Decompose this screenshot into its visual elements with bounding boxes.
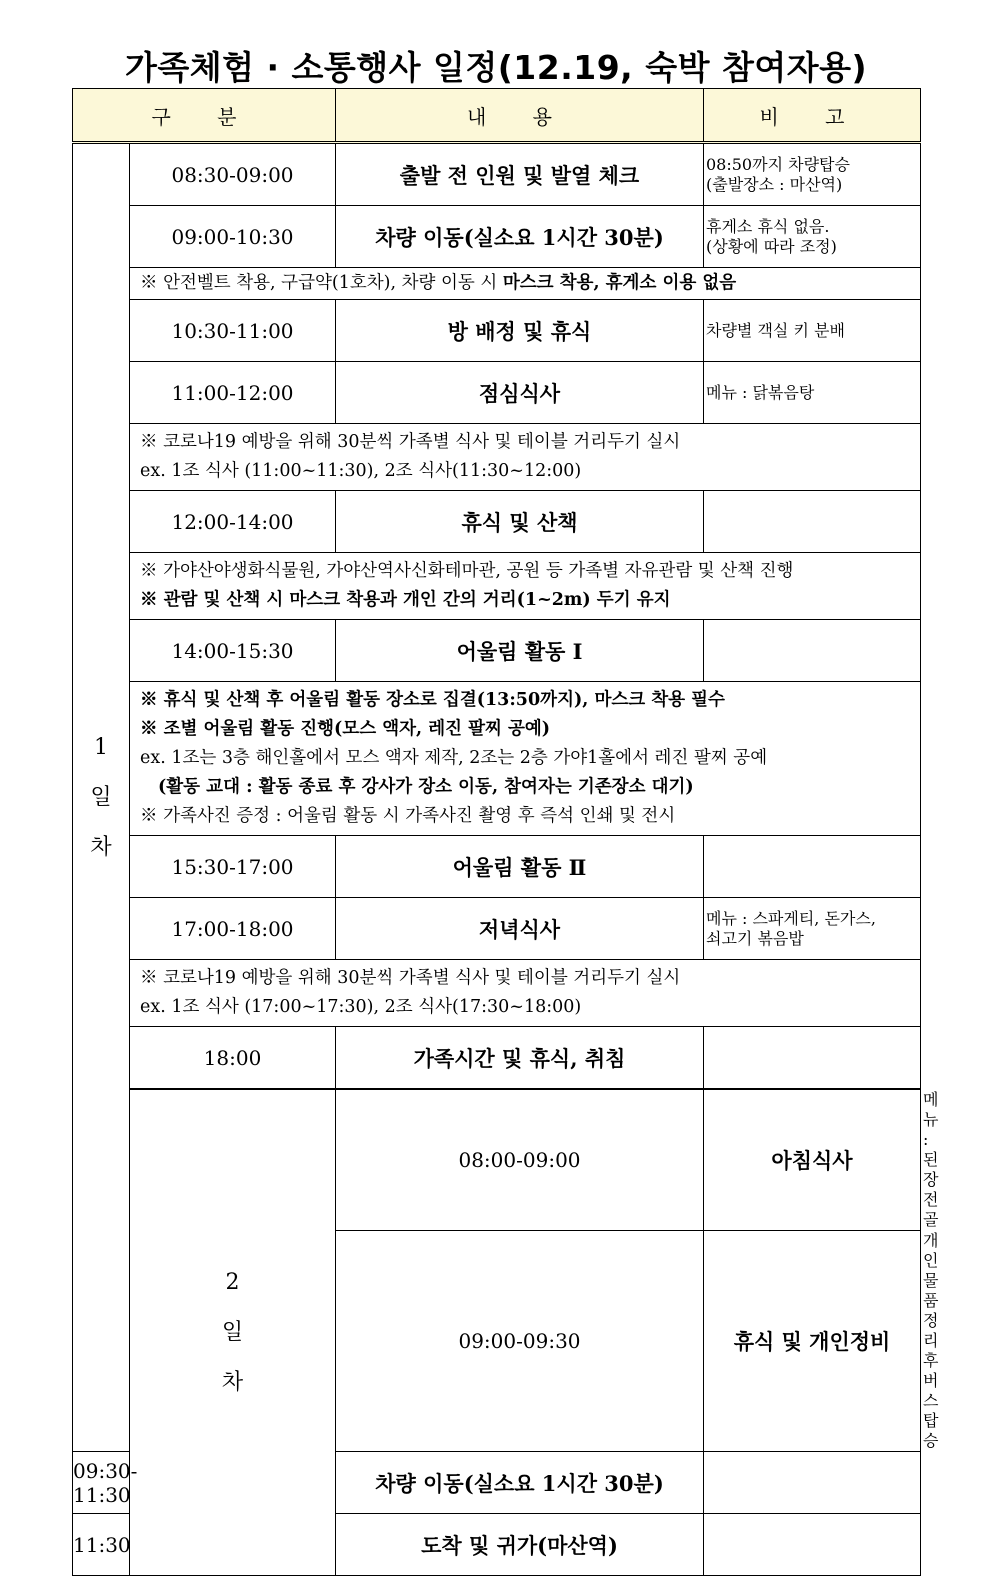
time-cell: 14:00-15:30 [130,620,336,682]
remark-cell: 메뉴 : 닭볶음탕 [704,362,921,424]
remark-cell [704,1452,921,1514]
activity-cell: 가족시간 및 휴식, 취침 [336,1027,704,1090]
schedule-table [72,88,939,1576]
memo-cell: ※ 휴식 및 산책 후 어울림 활동 장소로 집결(13:50까지), 마스크 착용 필수 ※ 조별 어울림 활동 진행(모스 액자, 레진 팔찌 공예) ex. 1조는 3층 해인홀에서 모스 액자 제작, 2조는 2층 가야1홀에서 레진 팔찌 공예 (활동 교대 : 활동 종료 후 강사가 장소 이동, 참여자는 기존장소 대기) ※ 가족사진 증정 : 어울림 활동 시 가족사진 촬영 후 즉석 인쇄 및 전시 [130,682,921,836]
memo-row [73,960,921,1027]
activity-cell: 차량 이동(실소요 1시간 30분) [336,1452,704,1514]
time-cell: 11:00-12:00 [130,362,336,424]
time-cell: 11:30 [73,1514,130,1576]
time-cell: 09:00-09:30 [336,1231,704,1452]
memo-cell: ※ 코로나19 예방을 위해 30분씩 가족별 식사 및 테이블 거리두기 실시 ex. 1조 식사 (17:00~17:30), 2조 식사(17:30~18:00) [130,960,921,1027]
activity-cell: 도착 및 귀가(마산역) [336,1514,704,1576]
activity-cell: 휴식 및 산책 [336,491,704,553]
remark-cell [704,1027,921,1090]
memo-cell: ※ 코로나19 예방을 위해 30분씩 가족별 식사 및 테이블 거리두기 실시 ex. 1조 식사 (11:00~11:30), 2조 식사(11:30~12:00) [130,424,921,491]
time-cell: 12:00-14:00 [130,491,336,553]
table-row: 2 일 차 08:00-09:00 아침식사 메뉴 : 된장전골 [73,1089,921,1231]
remark-cell: 차량별 객실 키 분배 [704,300,921,362]
memo-row [73,268,921,300]
activity-cell: 휴식 및 개인정비 [704,1231,921,1452]
table-row [73,300,921,362]
remark-cell: 메뉴 : 스파게티, 돈가스, 쇠고기 볶음밥 [704,898,921,960]
time-cell: 09:30-11:30 [73,1452,130,1514]
header-category: 구 분 [73,89,336,143]
header-row [73,89,921,143]
memo-cell: ※ 가야산야생화식물원, 가야산역사신화테마관, 공원 등 가족별 자유관람 및 산책 진행 ※ 관람 및 산책 시 마스크 착용과 개인 간의 거리(1~2m) 두기 유지 [130,553,921,620]
day2-label: 2 일 차 [130,1089,336,1576]
activity-cell: 차량 이동(실소요 1시간 30분) [336,206,704,268]
activity-cell: 어울림 활동 Ⅱ [336,836,704,898]
time-cell: 08:00-09:00 [336,1089,704,1231]
table-row [73,206,921,268]
activity-cell: 저녁식사 [336,898,704,960]
remark-cell: 08:50까지 차량탑승 (출발장소 : 마산역) [704,143,921,206]
time-cell: 10:30-11:00 [130,300,336,362]
remark-cell [704,1514,921,1576]
table-row [73,620,921,682]
memo-cell: ※ 안전벨트 착용, 구급약(1호차), 차량 이동 시 마스크 착용, 휴게소 이용 없음 [130,268,921,300]
day1-label: 1 일 차 [73,143,130,1452]
remark-cell [704,491,921,553]
activity-cell: 점심식사 [336,362,704,424]
table-row [73,491,921,553]
activity-cell: 출발 전 인원 및 발열 체크 [336,143,704,206]
memo-row [73,424,921,491]
memo-row [73,682,921,836]
table-row [73,898,921,960]
activity-cell: 방 배정 및 휴식 [336,300,704,362]
memo-row [73,553,921,620]
activity-cell: 아침식사 [704,1089,921,1231]
time-cell: 18:00 [130,1027,336,1090]
table-row: 09:00-09:30 휴식 및 개인정비 개인물품 정리 후 버스 탑승 [73,1231,921,1452]
table-row [73,1027,921,1090]
page-title: 가족체험 · 소통행사 일정(12.19, 숙박 참여자용) [124,48,868,87]
header-content: 내 용 [336,89,704,143]
header-remark: 비 고 [704,89,921,143]
table-row [73,143,921,206]
time-cell: 15:30-17:00 [130,836,336,898]
table-row [73,836,921,898]
time-cell: 08:30-09:00 [130,143,336,206]
time-cell: 17:00-18:00 [130,898,336,960]
table-row [73,362,921,424]
remark-cell [704,836,921,898]
remark-cell [704,620,921,682]
time-cell: 09:00-10:30 [130,206,336,268]
activity-cell: 어울림 활동 Ⅰ [336,620,704,682]
remark-cell: 휴게소 휴식 없음. (상황에 따라 조정) [704,206,921,268]
